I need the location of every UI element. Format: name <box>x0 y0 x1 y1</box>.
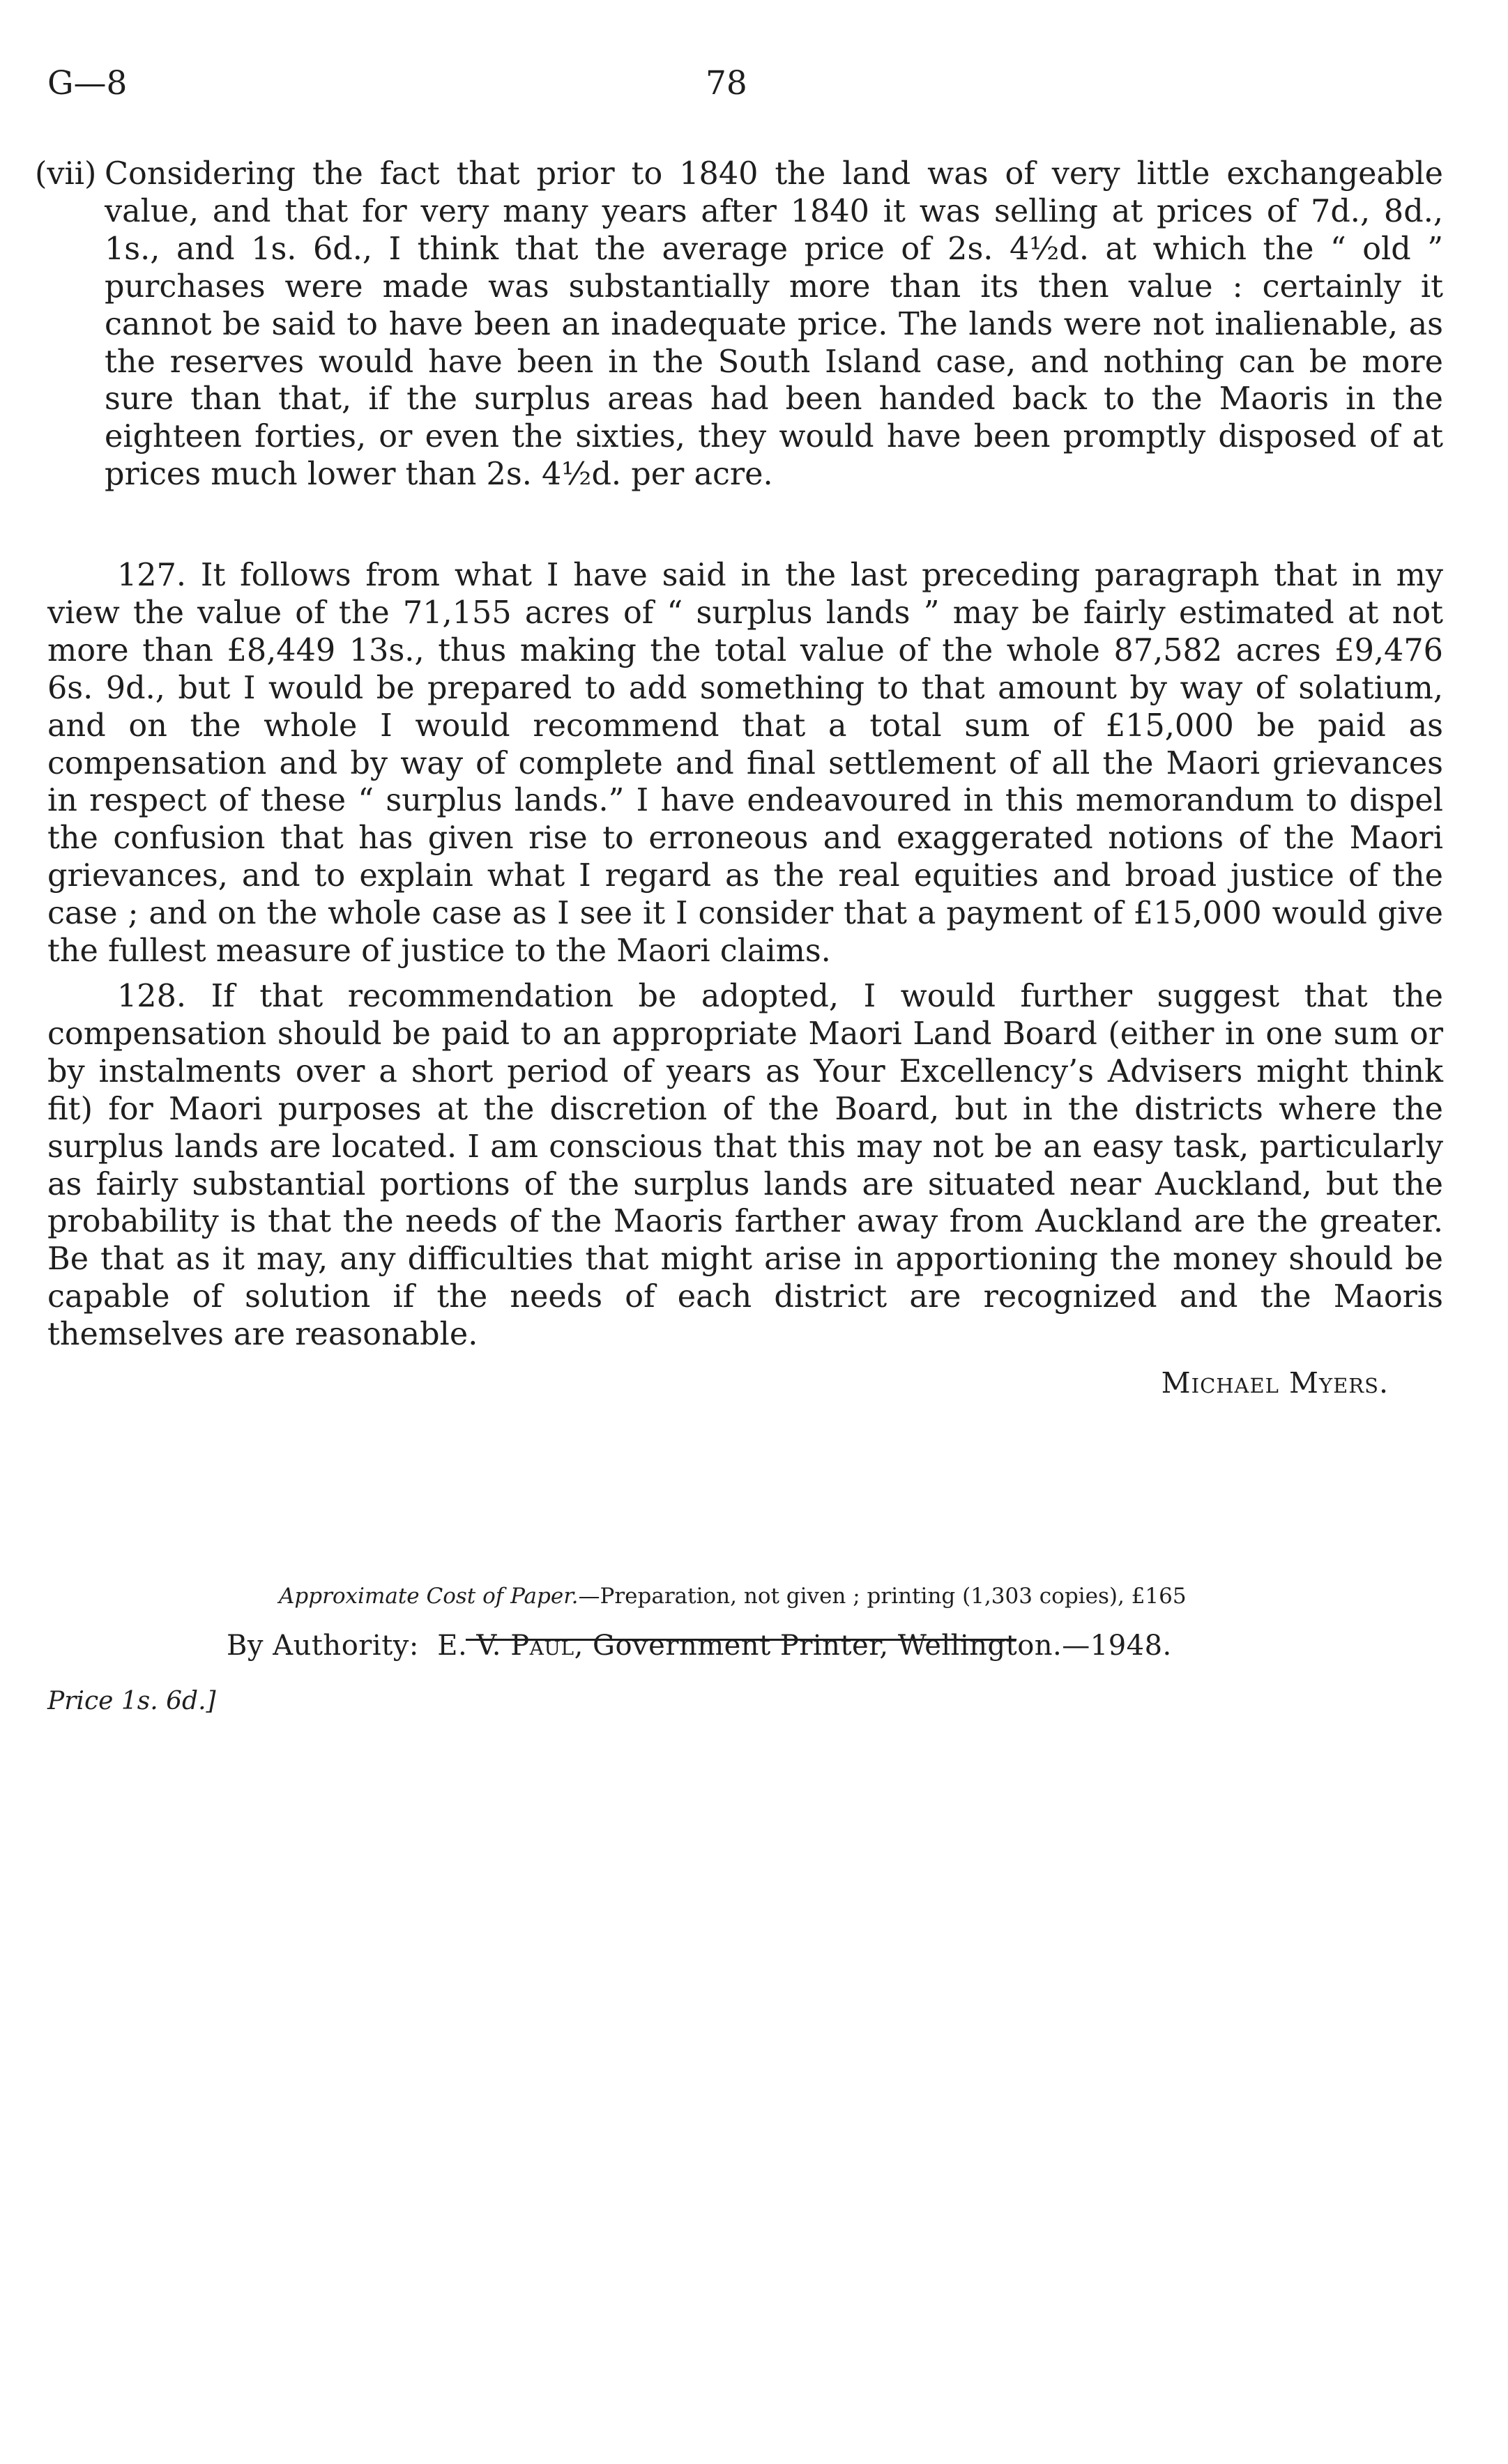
price-note: Price 1s. 6d.] <box>47 1687 216 1715</box>
authority-prefix: By Authority: <box>227 1630 419 1662</box>
paragraph-128: 128. If that recommendation be adopted, I would further suggest that the compensation should be paid to an appropriate Maori Land Board (either in one sum or by instalments over a short period of years as Your Excellency’s Advisers might think fit) for Maori purposes at the discretion of the Board, but in the districts where the surplus lands are located. I am conscious that this may not be an easy task, particularly as fairly substantial portions of the surplus lands are situated near Auckland, but the probability is that the needs of the Maoris farther away from Auckland are the greater. Be that as it may, any difficulties that might arise in apportioning the money should be capable of solution if the needs of each district are recognized and the Maoris themselves are reasonable. <box>47 979 1443 1353</box>
paragraph-vii <box>35 155 1443 493</box>
cost-of-paper-note <box>279 1584 1187 1609</box>
document-code: G—8 <box>47 64 128 102</box>
page-number: 78 <box>706 64 747 102</box>
signature: Michael Myers. <box>1161 1366 1389 1400</box>
printer-name: Paul, <box>510 1630 584 1662</box>
authority-rest: Government Printer, Wellington.—1948. <box>593 1630 1172 1662</box>
paragraph-vii-text: Considering the fact that prior to 1840 the land was of very little exchangeable value, and that for very many years after 1840 it was selling at prices of 7d., 8d., 1s., and 1s. 6d., I think that the average price of 2s. 4½d. at which the “ old ” purchases were made was substantially more than its then value : certainly it cannot be said to have been an inadequate price. The lands were not inalienable, as the reserves would have been in the South Island case, and nothing can be more sure than that, if the surplus areas had been handed back to the Maoris in the eighteen forties, or even the sixties, they would have been promptly disposed of at prices much lower than 2s. 4½d. per acre. <box>105 156 1443 493</box>
paragraph-127: 127. It follows from what I have said in the last preceding paragraph that in my view the value of the 71,155 acres of “ surplus lands ” may be fairly estimated at not more than £8,449 13s., thus making the total value of the whole 87,582 acres £9,476 6s. 9d., but I would be prepared to add something to that amount by way of solatium, and on the whole I would recommend that a total sum of £15,000 be paid as compensation and by way of complete and final settlement of all the Maori grievances in respect of these “ surplus lands.” I have endeavoured in this memorandum to dispel the confusion that has given rise to erroneous and exaggerated notions of the Maori grievances, and to explain what I regard as the real equities and broad justice of the case ; and on the whole case as I see it I consider that a payment of £15,000 would give the fullest measure of justice to the Maori claims. <box>47 558 1443 970</box>
cost-label: Approximate Cost of Paper. <box>279 1584 579 1609</box>
printer-imprint <box>227 1630 1172 1662</box>
cost-text: —Preparation, not given ; printing (1,303 copies), £165 <box>578 1584 1187 1609</box>
printer-initials: E. V. <box>437 1630 502 1662</box>
paragraph-vii-label: (vii) <box>35 156 97 192</box>
